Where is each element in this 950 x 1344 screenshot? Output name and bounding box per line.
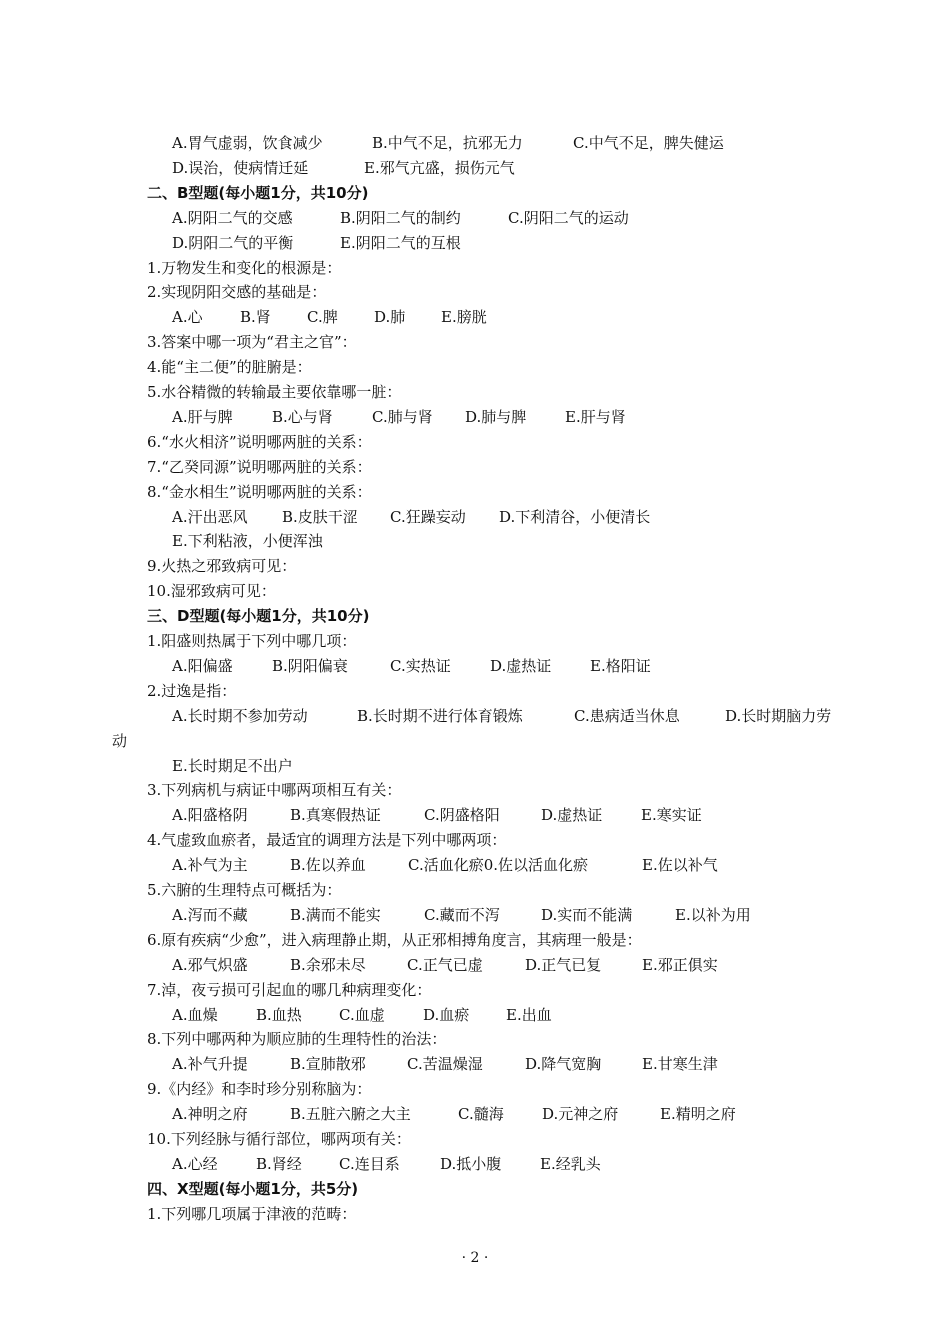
question-text: 9.火热之邪致病可见： bbox=[147, 557, 297, 576]
option-row bbox=[172, 505, 650, 529]
option-item: C.髓海 bbox=[458, 1105, 504, 1124]
option-item: B.血热 bbox=[256, 1005, 302, 1024]
option-item: A.阴阳二气的交感 bbox=[172, 208, 293, 227]
option-item: C.活血化瘀0.佐以活血化瘀 bbox=[408, 856, 589, 875]
option-item: A.泻而不藏 bbox=[172, 905, 248, 924]
option-item: C.连目系 bbox=[339, 1154, 400, 1173]
option-item: C.血虚 bbox=[339, 1005, 385, 1024]
option-item: C.实热证 bbox=[390, 656, 451, 675]
section-heading: 三、D型题(每小题1分，共10分) bbox=[147, 607, 370, 626]
option-item: E.出血 bbox=[506, 1005, 552, 1024]
option-item: A.胃气虚弱，饮食减少 bbox=[172, 134, 323, 152]
option-item: A.汗出恶风 bbox=[172, 507, 248, 526]
section-heading: 四、X型题(每小题1分，共5分) bbox=[147, 1179, 359, 1198]
question-text: 5.六腑的生理特点可概括为： bbox=[147, 881, 342, 899]
option-item: D.降气宽胸 bbox=[525, 1055, 602, 1074]
option-item: D.元神之府 bbox=[542, 1105, 619, 1124]
option-item: B.佐以养血 bbox=[290, 856, 366, 875]
option-item: D.虚热证 bbox=[541, 806, 603, 825]
option-item: C.脾 bbox=[307, 308, 338, 327]
question-text: 7.淖，夜亏损可引起血的哪几种病理变化： bbox=[147, 980, 432, 999]
option-row bbox=[172, 1102, 736, 1126]
option-row bbox=[172, 1003, 552, 1027]
option-item: C.藏而不泻 bbox=[424, 905, 500, 924]
option-row bbox=[172, 1052, 718, 1076]
option-item: C.肺与肾 bbox=[372, 407, 433, 426]
option-row bbox=[172, 405, 626, 429]
option-item: E.以补为用 bbox=[675, 905, 751, 924]
option-item: B.皮肤干涩 bbox=[282, 507, 358, 526]
option-row bbox=[172, 953, 718, 977]
option-row bbox=[172, 231, 461, 255]
option-item: E.膀胱 bbox=[441, 308, 487, 327]
option-item: B.阴阳二气的制约 bbox=[340, 208, 461, 227]
section-heading: 二、B型题(每小题1分，共10分) bbox=[147, 183, 369, 202]
option-item: E.精明之府 bbox=[660, 1105, 736, 1124]
option-item: D.长时期脑力劳 bbox=[725, 706, 832, 725]
option-item: E.甘寒生津 bbox=[642, 1055, 718, 1074]
option-item: B.心与肾 bbox=[272, 407, 333, 426]
question-text: 9.《内经》和李时珍分别称脑为： bbox=[147, 1080, 372, 1099]
option-item: B.中气不足，抗邪无力 bbox=[372, 134, 523, 152]
option-item: C.患病适当休息 bbox=[574, 706, 680, 725]
question-text: 动 bbox=[112, 731, 128, 750]
option-item: A.阳偏盛 bbox=[172, 656, 233, 675]
question-text: 8.“金水相生”说明哪两脏的关系： bbox=[147, 482, 372, 501]
option-row bbox=[172, 704, 831, 728]
option-item: D.下利清谷，小便清长 bbox=[499, 507, 651, 526]
question-text: 6.“水火相济”说明哪两脏的关系： bbox=[147, 432, 372, 451]
option-item: A.补气升提 bbox=[172, 1055, 248, 1074]
option-item: B.五脏六腑之大主 bbox=[290, 1105, 411, 1124]
option-item: A.阳盛格阴 bbox=[172, 806, 248, 825]
option-item: E.邪正俱实 bbox=[642, 955, 718, 974]
option-item: E.阴阳二气的互根 bbox=[340, 233, 461, 252]
option-row bbox=[172, 131, 724, 155]
option-item: E.格阳证 bbox=[590, 656, 651, 675]
option-item: A.神明之府 bbox=[172, 1105, 248, 1124]
option-item: D.误治，使病情迁延 bbox=[172, 158, 309, 177]
option-item: C.阴盛格阳 bbox=[424, 806, 500, 825]
question-text: 1.阳盛则热属于下列中哪几项： bbox=[147, 632, 357, 650]
question-text: 4.能“主二便”的脏腑是： bbox=[147, 358, 312, 377]
option-item: D.肺 bbox=[374, 308, 406, 327]
page-number: · 2 · bbox=[461, 1250, 489, 1266]
option-item: C.中气不足，脾失健运 bbox=[573, 134, 724, 152]
option-item: B.满而不能实 bbox=[290, 905, 381, 924]
option-item: D.血瘀 bbox=[423, 1005, 470, 1024]
option-row bbox=[172, 1152, 601, 1176]
option-item: C.狂躁妄动 bbox=[390, 507, 466, 526]
option-item: D.虚热证 bbox=[490, 656, 552, 675]
option-item: B.长时期不进行体育锻炼 bbox=[357, 706, 523, 725]
option-item: C.阴阳二气的运动 bbox=[508, 208, 629, 227]
option-item: D.正气已复 bbox=[525, 955, 602, 974]
question-text: 10.下列经脉与循行部位，哪两项有关： bbox=[147, 1130, 411, 1148]
option-item: A.长时期不参加劳动 bbox=[172, 706, 308, 725]
question-text: 2.实现阴阳交感的基础是： bbox=[147, 283, 327, 302]
question-text: 7.“乙癸同源”说明哪两脏的关系： bbox=[147, 457, 372, 476]
option-item: B.真寒假热证 bbox=[290, 806, 381, 825]
question-text: 3.下列病机与病证中哪两项相互有关： bbox=[147, 781, 402, 800]
option-item: E.邪气亢盛，损伤元气 bbox=[364, 158, 515, 177]
question-text: 1.下列哪几项属于津液的范畴： bbox=[147, 1204, 357, 1223]
option-item: D.阴阳二气的平衡 bbox=[172, 233, 294, 252]
question-text: E.下利粘液，小便浑浊 bbox=[172, 532, 323, 551]
option-item: A.心 bbox=[172, 308, 203, 327]
option-item: B.肾经 bbox=[256, 1154, 302, 1173]
option-row bbox=[172, 903, 751, 927]
option-item: B.余邪未尽 bbox=[290, 955, 366, 974]
option-item: B.阴阳偏衰 bbox=[272, 656, 348, 675]
option-item: B.肾 bbox=[240, 308, 271, 327]
option-item: E.寒实证 bbox=[641, 806, 702, 825]
option-item: E.佐以补气 bbox=[642, 856, 718, 875]
option-item: B.宣肺散邪 bbox=[290, 1055, 366, 1074]
question-text: 3.答案中哪一项为“君主之官”： bbox=[147, 333, 357, 352]
question-text: 2.过逸是指： bbox=[147, 681, 237, 700]
option-row bbox=[172, 803, 702, 827]
option-item: D.实而不能满 bbox=[541, 905, 633, 924]
option-row bbox=[172, 853, 718, 877]
option-item: C.苦温燥湿 bbox=[407, 1055, 483, 1074]
question-text: 10.湿邪致病可见： bbox=[147, 582, 276, 601]
option-item: C.正气已虚 bbox=[407, 955, 483, 974]
question-text: 5.水谷精微的转输最主要依靠哪一脏： bbox=[147, 383, 402, 401]
option-item: D.肺与脾 bbox=[465, 407, 527, 426]
option-row bbox=[172, 305, 487, 329]
option-item: E.肝与肾 bbox=[565, 407, 626, 426]
option-item: D.抵小腹 bbox=[440, 1154, 502, 1173]
option-row bbox=[172, 206, 629, 230]
option-item: E.经乳头 bbox=[540, 1154, 601, 1173]
question-text: E.长时期足不出户 bbox=[172, 756, 293, 775]
question-text: 4.气虚致血瘀者，最适宜的调理方法是下列中哪两项： bbox=[147, 831, 507, 850]
option-item: A.心经 bbox=[172, 1154, 218, 1173]
question-text: 6.原有疾病“少愈”，进入病理静止期，从正邪相搏角度言，其病理一般是： bbox=[147, 930, 642, 949]
option-item: A.邪气炽盛 bbox=[172, 955, 248, 974]
option-row bbox=[172, 654, 651, 678]
option-row bbox=[172, 156, 515, 180]
option-item: A.血燥 bbox=[172, 1005, 218, 1024]
option-item: A.肝与脾 bbox=[172, 407, 233, 426]
option-item: A.补气为主 bbox=[172, 856, 248, 875]
question-text: 1.万物发生和变化的根源是： bbox=[147, 258, 342, 277]
question-text: 8.下列中哪两种为顺应肺的生理特性的治法： bbox=[147, 1030, 447, 1049]
